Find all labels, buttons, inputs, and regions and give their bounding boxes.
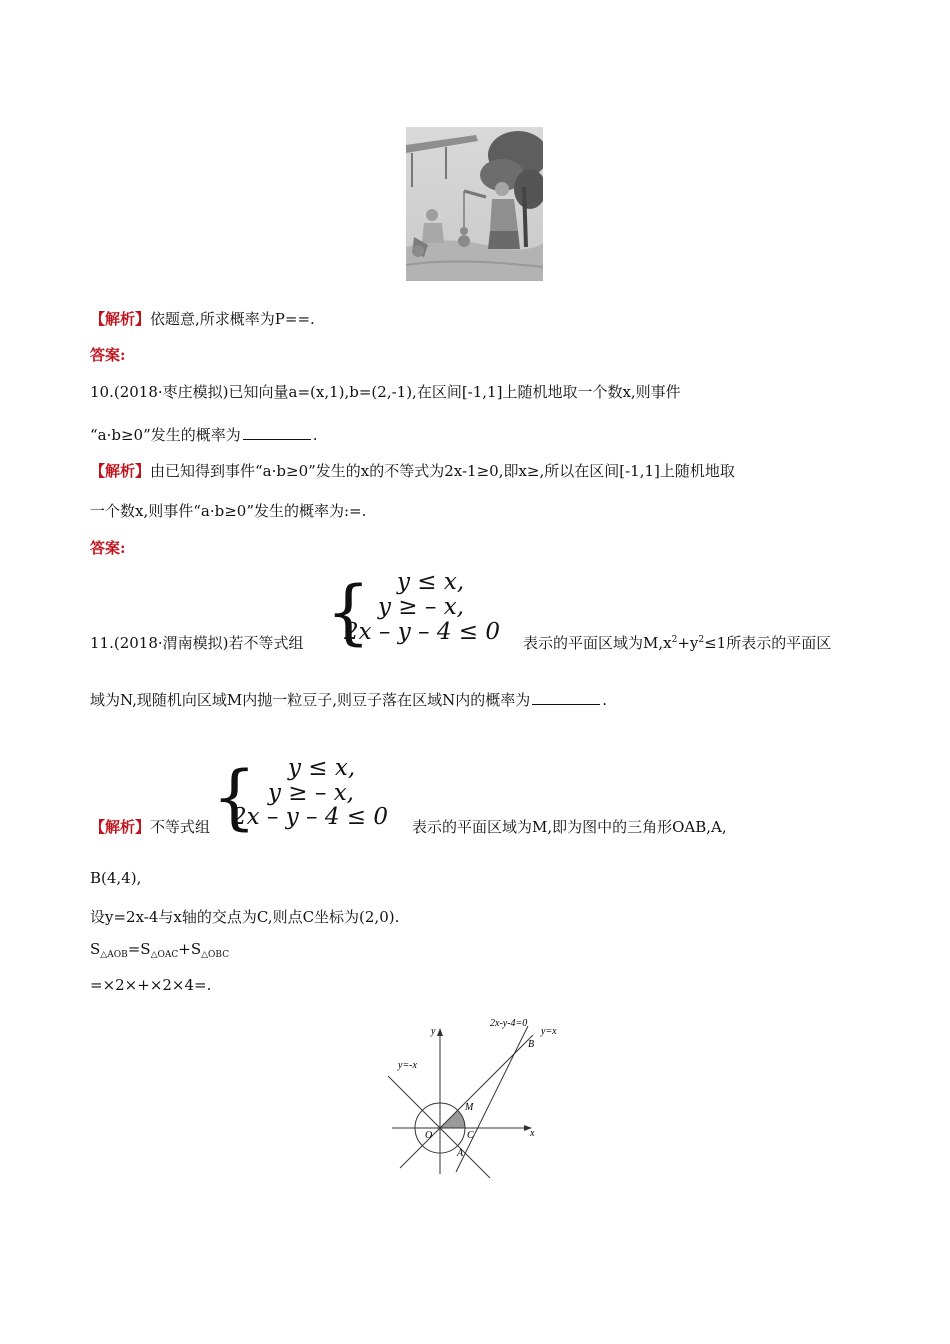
inequality-2: y ≥ – x, (268, 780, 354, 806)
analysis-11-prefix-text: 不等式组 (150, 818, 211, 836)
question-11-line2-end: . (602, 691, 607, 709)
area-eq: =S (127, 940, 151, 958)
answer-blank (243, 425, 311, 440)
region-m-shading (440, 1110, 465, 1128)
label-line-y-x: y=x (541, 1026, 557, 1037)
line-y-equals-neg-x (388, 1076, 490, 1178)
analysis-10-line2: 一个数x,则事件“a·b≥0”发生的概率为:=. (90, 502, 367, 520)
ink-painting-image (406, 127, 543, 281)
analysis-11-line-c: 设y=2x-4与x轴的交点为C,则点C坐标为(2,0). (90, 908, 400, 926)
inequality-1: y ≤ x, (288, 755, 356, 781)
question-11-suffix (523, 632, 831, 653)
area-plus: +S (178, 940, 202, 958)
analysis-11-area-line (90, 940, 229, 960)
inequality-3: 2x – y – 4 ≤ 0 (344, 619, 501, 645)
inequality-1: y ≤ x, (397, 569, 465, 595)
exponent: 2 (671, 635, 678, 645)
system-brace: { (212, 756, 257, 838)
analysis-tag: 【解析】 (90, 310, 151, 328)
subscript: △AOB (100, 950, 128, 960)
question-11-suffix-a: 表示的平面区域为M,x (523, 634, 672, 652)
question-11-prefix: 11.(2018·渭南模拟)若不等式组 (90, 634, 304, 652)
subscript: △OAC (150, 950, 179, 960)
y-axis-arrow (437, 1028, 443, 1036)
line-2x-y-4 (456, 1026, 528, 1172)
question-10-line2 (90, 424, 318, 445)
label-point-c: C (467, 1130, 474, 1141)
label-point-b: B (528, 1039, 535, 1050)
label-line-2x-y-4: 2x-y-4=0 (490, 1018, 528, 1029)
analysis-9-line (90, 308, 315, 329)
answer-blank (532, 690, 600, 705)
label-origin: O (425, 1130, 433, 1141)
analysis-10-line1 (90, 460, 735, 481)
label-x-axis: x (530, 1128, 535, 1139)
area-s: S (90, 940, 101, 958)
label-region-m: M (465, 1102, 474, 1113)
label-line-y-neg-x: y=-x (398, 1060, 417, 1071)
label-point-a: A (457, 1148, 464, 1159)
label-y-axis: y (431, 1026, 436, 1037)
inequality-2: y ≥ – x, (378, 594, 464, 620)
question-11-suffix-b: +y (677, 634, 699, 652)
answer-9-label: 答案: (90, 346, 126, 364)
question-11-line2 (90, 689, 607, 710)
question-10-line2-end: . (312, 426, 318, 444)
analysis-11-prefix (90, 816, 210, 837)
question-11-line2-text: 域为N,现随机向区域M内抛一粒豆子,则豆子落在区域N内的概率为 (90, 691, 531, 709)
answer-10-label: 答案: (90, 539, 126, 557)
subscript: △OBC (201, 950, 230, 960)
coordinate-diagram (378, 1010, 578, 1180)
analysis-9-text: 依题意,所求概率为P==. (150, 310, 315, 328)
analysis-tag: 【解析】 (90, 462, 151, 480)
system-brace: { (326, 571, 371, 653)
analysis-10-text: 由已知得到事件“a·b≥0”发生的x的不等式为2x-1≥0,即x≥,所以在区间[-1,1]上随机地取 (150, 462, 735, 480)
question-10-line1: 10.(2018·枣庄模拟)已知向量a=(x,1),b=(2,-1),在区间[-1,1]上随机地取一个数x,则事件 (90, 383, 681, 401)
analysis-tag: 【解析】 (90, 818, 151, 836)
coordinate-figure (378, 1010, 578, 1180)
ink-painting-illustration (406, 127, 543, 281)
question-10-line2-text: “a·b≥0”发生的概率为 (90, 426, 241, 444)
analysis-11-calc: =×2×+×2×4=. (90, 976, 212, 994)
analysis-11-line-b: B(4,4), (90, 869, 142, 887)
question-11-suffix-c: ≤1所表示的平面区 (704, 634, 832, 652)
inequality-3: 2x – y – 4 ≤ 0 (232, 804, 389, 830)
analysis-11-suffix: 表示的平面区域为M,即为图中的三角形OAB,A, (412, 818, 727, 836)
exponent: 2 (698, 635, 705, 645)
